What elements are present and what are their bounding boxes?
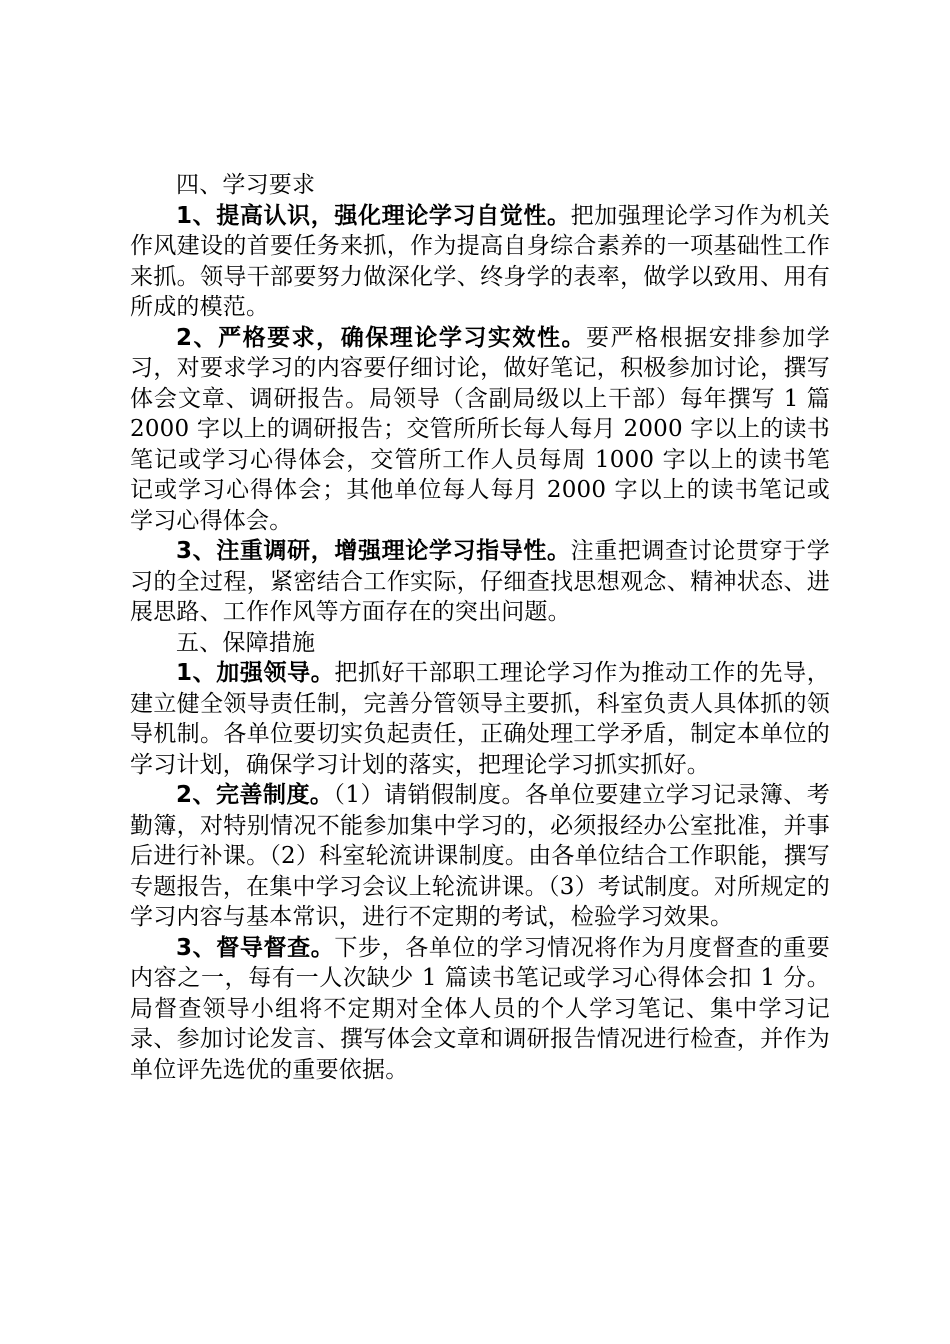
paragraph-safeguard-2 xyxy=(130,780,830,933)
paragraph-body: 下步，各单位的学习情况将作为月度督查的重要内容之一，每有一人次缺少 1 篇读书笔记或学习心得体会扣 1 分。局督查领导小组将不定期对全体人员的个人学习笔记、集中学习记录、参加讨论发言、撰写体会文章和调研报告情况进行检查，并作为单位评先选优的重要依据。 xyxy=(130,934,830,1083)
paragraph-body: 把抓好干部职工理论学习作为推动工作的先导，建立健全领导责任制，完善分管领导主要抓，科室负责人具体抓的领导机制。各单位要切实负起责任，正确处理工学矛盾，制定本单位的学习计划，确保学习计划的落实，把理论学习抓实抓好。 xyxy=(130,660,830,778)
paragraph-body: 把加强理论学习作为机关作风建设的首要任务来抓，作为提高自身综合素养的一项基础性工作来抓。领导干部要努力做深化学、终身学的表率，做学以致用、用有所成的模范。 xyxy=(130,202,830,320)
paragraph-requirement-1 xyxy=(130,201,830,323)
paragraph-requirement-3 xyxy=(130,536,830,628)
section-heading-requirements: 四、学习要求 xyxy=(176,172,316,198)
paragraph-safeguard-1 xyxy=(130,658,830,780)
paragraph-body: （1）请销假制度。各单位要建立学习记录簿、考勤簿，对特别情况不能参加集中学习的，必须报经办公室批准，并事后进行补课。（2）科室轮流讲课制度。由各单位结合工作职能，撰写专题报告，在集中学习会议上轮流讲课。（3）考试制度。对所规定的学习内容与基本常识，进行不定期的考试，检验学习效果。 xyxy=(130,782,830,930)
paragraph-body: 要严格根据安排参加学习，对要求学习的内容要仔细讨论，做好笔记，积极参加讨论，撰写体会文章、调研报告。局领导（含副局级以上干部）每年撰写 1 篇 2000 字以上的调研报告；交管所所长每人每月 2000 字以上的读书笔记或学习心得体会，交管所工作人员每周 1000 字以上的读书笔记或学习心得体会；其他单位每人每月 2000 字以上的读书笔记或学习心得体会。 xyxy=(130,324,831,534)
document-page xyxy=(130,170,830,1085)
paragraph-lead: 2、严格要求，确保理论学习实效性。 xyxy=(176,324,587,351)
paragraph-lead: 1、提高认识，强化理论学习自觉性。 xyxy=(176,202,571,229)
paragraph-body: 注重把调查讨论贯穿于学习的全过程，紧密结合工作实际，仔细查找思想观念、精神状态、进展思路、工作作风等方面存在的突出问题。 xyxy=(130,538,830,625)
section-heading-safeguards: 五、保障措施 xyxy=(176,629,316,656)
paragraph-safeguard-3 xyxy=(130,933,830,1086)
paragraph-lead: 3、督导督查。 xyxy=(176,934,335,961)
paragraph-lead: 1、加强领导。 xyxy=(176,660,335,686)
paragraph-requirement-2 xyxy=(130,323,830,537)
paragraph-lead: 2、完善制度。 xyxy=(176,782,334,808)
paragraph-lead: 3、注重调研，增强理论学习指导性。 xyxy=(176,538,571,564)
